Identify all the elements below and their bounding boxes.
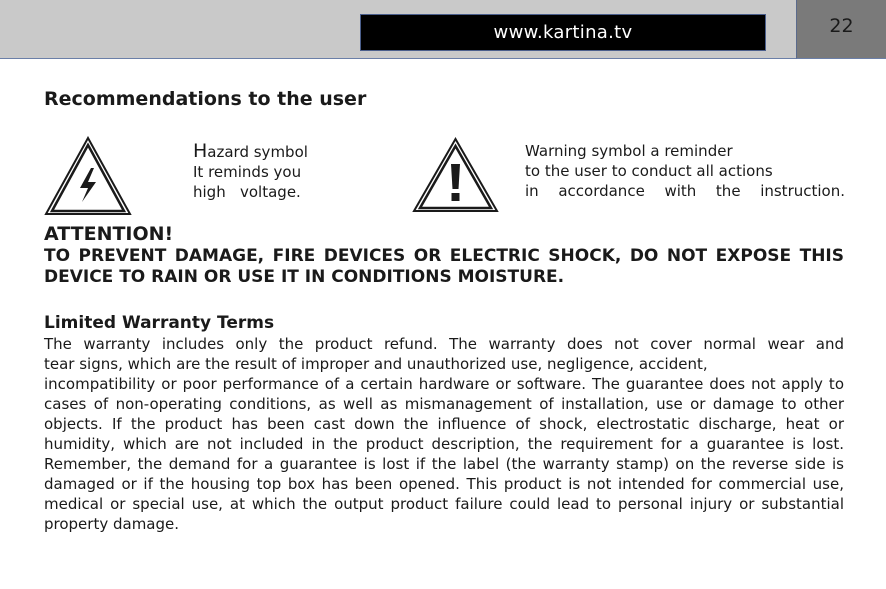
warranty-line-1: The warranty includes only the product refund. The warranty does not cover normal wear and [44,335,844,353]
attention-block [44,222,844,288]
warning-line-2: to the user to conduct all actions [525,162,773,180]
warranty-title: Limited Warranty Terms [44,313,275,333]
warranty-section [44,313,844,534]
page-header [0,0,886,59]
hazard-line-2: It reminds you [193,163,302,181]
hazard-line-3: high voltage. [193,183,301,201]
warning-line-1: Warning symbol a reminder [525,142,733,160]
attention-heading: ATTENTION! [44,223,174,245]
warning-line-3: in accordance with the instruction. [525,182,845,200]
high-voltage-icon [44,136,132,216]
hazard-symbol-description [193,141,308,202]
section-title: Recommendations to the user [44,88,367,110]
exclamation-warning-icon [412,137,499,213]
attention-text: TO PREVENT DAMAGE, FIRE DEVICES OR ELECTRIC SHOCK, DO NOT EXPOSE THIS DEVICE TO RAIN OR USE IT IN CONDITIONS MOISTURE. [44,246,844,287]
warranty-body: incompatibility or poor performance of a certain hardware or software. The guarantee does not apply to cases of non-operating conditions, as well as mismanagement of installation, use or damage to other objects. If the product has been cast down the influence of shock, electrostatic discharge, heat or humidity, which are not included in the product description, the requirement for a guarantee is lost. Remember, the demand for a guarantee is lost if the label (the warranty stamp) on the reverse side is damaged or if the housing top box has been opened. This product is not intended for commercial use, medical or special use, at which the output product failure could lead to personal injury or substantial property damage. [44,375,844,533]
hazard-first-letter: H [193,140,208,162]
hazard-line-1: azard symbol [207,143,308,161]
warning-symbol-description [525,141,845,201]
website-url: www.kartina.tv [360,14,766,51]
warranty-line-2: tear signs, which are the result of improper and unauthorized use, negligence, accident, [44,355,708,373]
page-number: 22 [796,0,886,59]
